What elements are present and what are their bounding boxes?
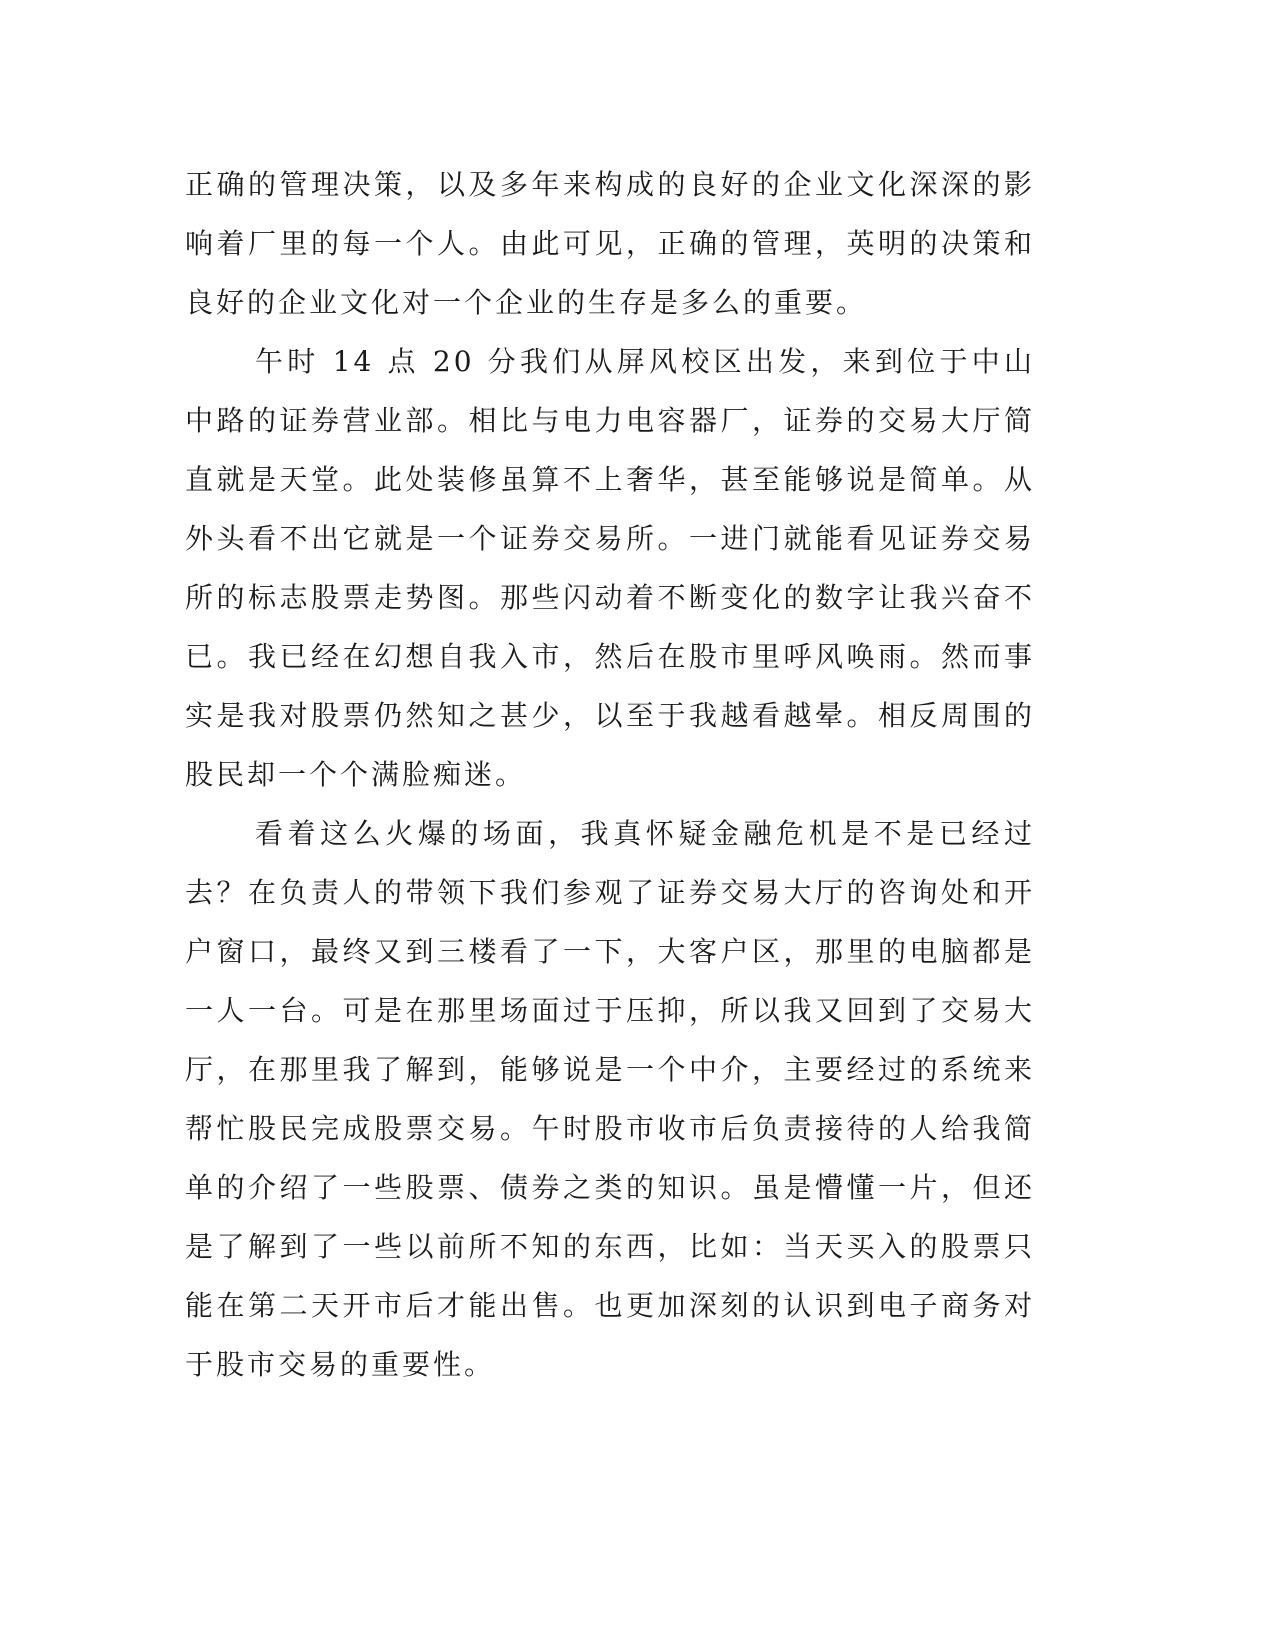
paragraph-1: 正确的管理决策，以及多年来构成的良好的企业文化深深的影响着厂里的每一个人。由此可见，正确的管理，英明的决策和良好的企业文化对一个企业的生存是多么的重要。 <box>185 168 1035 319</box>
paragraph-3: 看着这么火爆的场面，我真怀疑金融危机是不是已经过去？在负责人的带领下我们参观了证券交易大厅的咨询处和开户窗口，最终又到三楼看了一下，大客户区，那里的电脑都是一人一台。可是在那里场面过于压抑，所以我又回到了交易大厅，在那里我了解到，能够说是一个中介，主要经过的系统来帮忙股民完成股票交易。午时股市收市后负责接待的人给我简单的介绍了一些股票、债券之类的知识。虽是懵懂一片，但还是了解到了一些以前所不知的东西，比如：当天买入的股票只能在第二天开市后才能出售。也更加深刻的认识到电子商务对于股市交易的重要性。 <box>185 817 1035 1381</box>
document-body <box>185 155 1035 1394</box>
paragraph-2: 午时 14 点 20 分我们从屏风校区出发，来到位于中山中路的证券营业部。相比与电力电容器厂，证券的交易大厅简直就是天堂。此处装修虽算不上奢华，甚至能够说是简单。从外头看不出它就是一个证券交易所。一进门就能看见证券交易所的标志股票走势图。那些闪动着不断变化的数字让我兴奋不已。我已经在幻想自我入市，然后在股市里呼风唤雨。然而事实是我对股票仍然知之甚少，以至于我越看越晕。相反周围的股民却一个个满脸痴迷。 <box>185 345 1035 791</box>
